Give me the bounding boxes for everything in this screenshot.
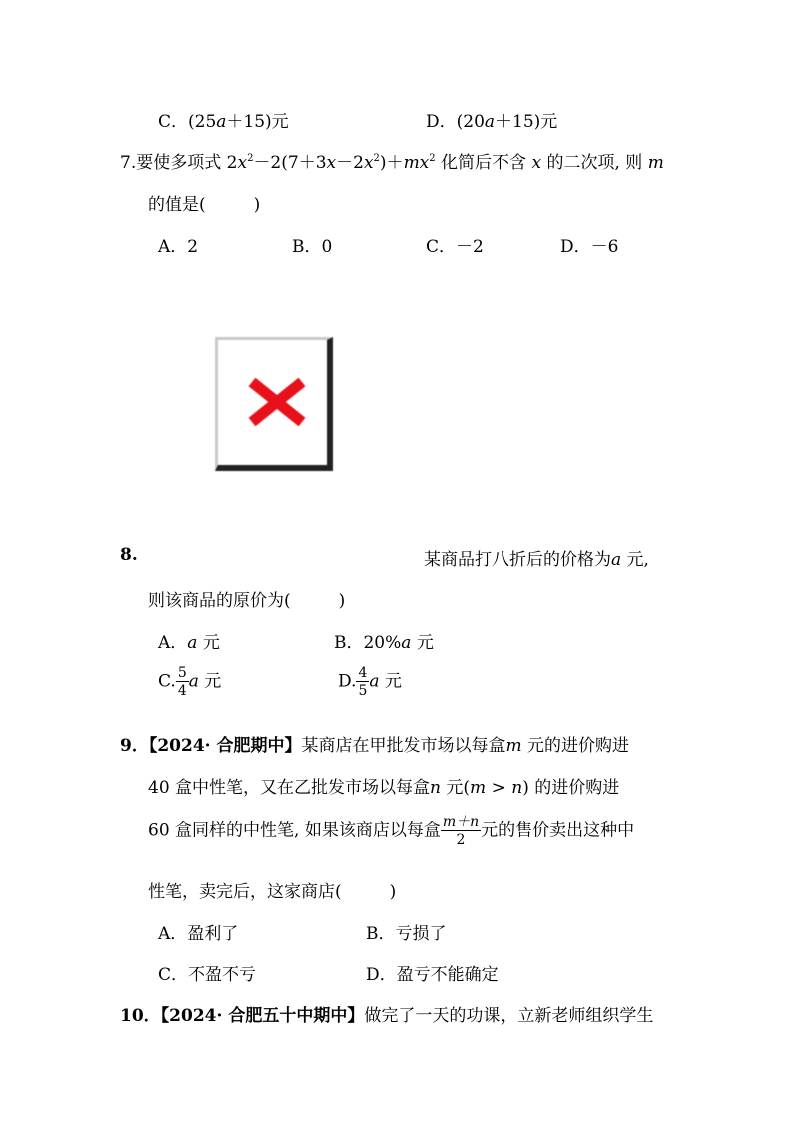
q9-number: 9． (120, 736, 149, 756)
q7-option-c: C．－2 (426, 237, 484, 257)
q7-stem-line2: 的值是( ) (148, 195, 261, 215)
q10-number: 10． (120, 1006, 161, 1026)
fraction-5-4: $\frac{5}{4}$ (177, 665, 187, 699)
q8-stem-line1: 某商品打八折后的价格为a 元, (424, 550, 649, 570)
q9-option-b: B．亏损了 (366, 924, 447, 944)
q9-stem-line3: 60 盒同样的中性笔, 如果该商店以每盒 $\frac{m+n}{2}$ 元的售价卖出这种中 (148, 814, 635, 848)
q9-stem-line2: 40 盒中性笔，又在乙批发市场以每盒n 元(m > n) 的进价购进 (148, 778, 620, 798)
q7-number: 7. (120, 153, 137, 173)
q7-option-a: A．2 (158, 237, 199, 257)
q8-option-c: C. $\frac{5}{4}$ a 元 (158, 665, 222, 699)
q7-option-d: D．－6 (560, 237, 619, 257)
q9-stem-line4: 性笔，卖完后，这家商店( ) (148, 882, 397, 902)
q8-option-b: B．20%a 元 (334, 633, 434, 653)
q6-option-c: C．(25a＋15)元 (158, 112, 289, 132)
q7-stem-line1: 7.要使多项式 $2x^2-2(7+3x-2x^2)+mx^2$ 化简后不含 x 的二次项, 则 m (120, 153, 664, 173)
q10-source: 【2024· 合肥五十中期中】 (160, 1006, 365, 1026)
fraction-m-plus-n-over-2: $\frac{m+n}{2}$ (442, 814, 480, 848)
q8-stem-line2: 则该商品的原价为( ) (148, 591, 346, 611)
q9-option-c: C．不盈不亏 (158, 965, 257, 985)
q9-source: 【2024· 合肥期中】 (148, 736, 302, 756)
broken-image-placeholder (215, 337, 333, 471)
q9-option-d: D．盈亏不能确定 (366, 965, 499, 985)
q8-option-a: A．a 元 (158, 633, 220, 653)
q6-option-d: D．(20a＋15)元 (426, 112, 558, 132)
fraction-4-5: $\frac{4}{5}$ (358, 665, 368, 699)
red-x-icon (248, 378, 306, 426)
q9-stem-line1: 9．【2024· 合肥期中】某商店在甲批发市场以每盒m 元的进价购进 (120, 736, 630, 756)
q8-option-d: D. $\frac{4}{5}$ a 元 (338, 665, 402, 699)
q8-number: 8. (120, 545, 138, 565)
q7-option-b: B．0 (292, 237, 333, 257)
q10-stem-line1: 10．【2024· 合肥五十中期中】做完了一天的功课，立新老师组织学生 (120, 1006, 654, 1026)
q9-option-a: A．盈利了 (158, 924, 239, 944)
